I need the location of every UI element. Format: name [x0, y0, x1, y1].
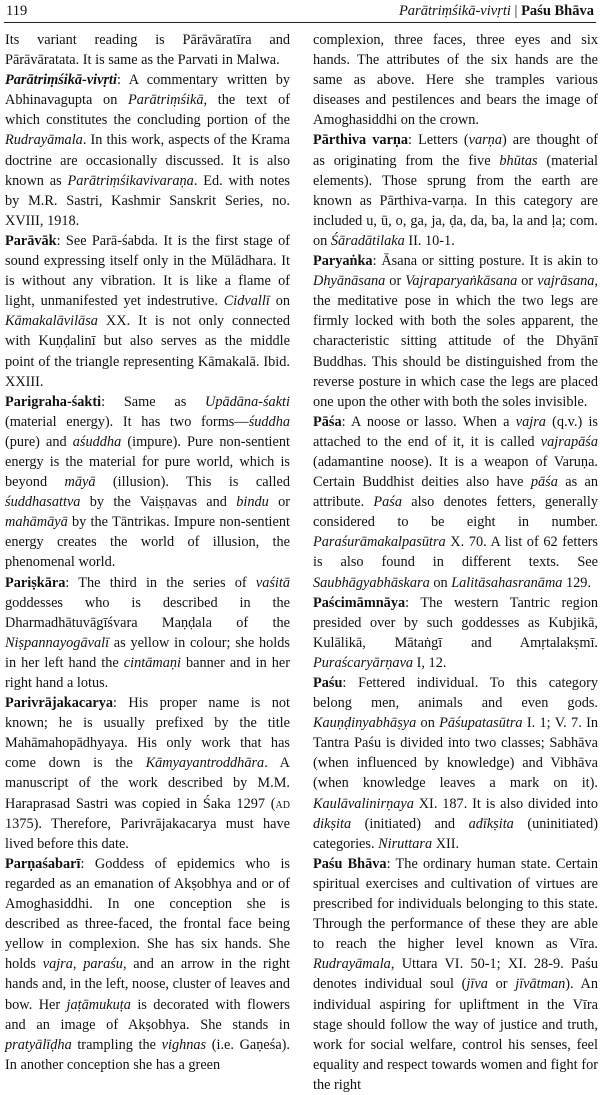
italic-term: vighnas — [161, 1036, 207, 1053]
italic-term: māyā — [64, 474, 96, 491]
entry-text: ). An individual aspiring for upliftment in the Vīra stage should follow the way of justice and truth, work for social welfare, control his senses, feel equality and respect towards women and fight for the right — [313, 976, 599, 1093]
entry-headword: Pariṣkāra — [5, 574, 66, 591]
dictionary-entry — [5, 70, 290, 231]
entry-text: (material elements). Those sprung from the earth are known as Pārthiva-varṇa. In this category are included u, ū, o, ga, ja, ḍa, da, ba, la and ḷa; com. on — [313, 152, 598, 249]
dictionary-entry — [313, 130, 598, 251]
entry-text: . Ed. with notes by M.R. Sastri, Kashmir Sanskrit Series, no. XVIII, 1918. — [5, 172, 290, 229]
entry-text: on — [269, 293, 290, 310]
entry-text: also denotes fetters, generally considered to be eight in number. — [313, 494, 599, 531]
italic-term: varṇa — [468, 132, 502, 149]
dictionary-entry — [313, 251, 598, 412]
entry-text: , and an arrow in the right hands and, in the left, noose, cluster of leaves and bow. Her — [5, 956, 290, 1013]
entry-headword: Parigraha-śakti — [5, 393, 102, 410]
entry-text: or — [268, 494, 290, 511]
entry-text: ) are thought of as originating from the five — [313, 132, 598, 169]
italic-term: vajrapāśa — [540, 433, 598, 450]
entry-text: Its variant reading is Pārāvāratīra and Pārāvāratata. It is same as the Parvati in Malwa. — [5, 32, 290, 69]
italic-term: Parātriṃśikavivaraṇa — [67, 172, 194, 189]
entry-text: : A commentary written by Abhinavagupta on — [5, 72, 290, 109]
entry-text: banner and in her right hand a lotus. — [5, 654, 290, 691]
entry-text: on — [416, 715, 440, 732]
italic-term: Paraśurāmakalpasūtra — [313, 534, 446, 551]
italic-term: Niṣpannayogāvalī — [5, 634, 110, 651]
italic-term: Rudrayāmala — [5, 132, 83, 149]
entry-text: : Āsana or sitting posture. It is akin to — [372, 253, 598, 270]
entry-text: . In this work, aspects of the Krama doctrine are occasionally discussed. It is also known as — [5, 132, 290, 189]
entry-text: or — [487, 976, 516, 993]
entry-text: by the Vaiṣṇavas and — [80, 494, 237, 511]
italic-term: Vajraparyaṅkāsana — [405, 273, 518, 290]
entry-text: or — [517, 273, 538, 290]
italic-term: Puraścaryārṇava — [313, 654, 414, 671]
entry-text: , the meditative pose in which the two legs are firmly locked with both the soles apparent, the characteristic sitting attitude of the Dhyānī Buddhas. This should be distinguished from the reverse posture in which case the legs are placed one upon the other with both the soles invisible. — [313, 273, 598, 410]
italic-term: Upādāna-śakti — [205, 393, 290, 410]
italic-term: Kāmyayantroddhāra — [145, 755, 265, 772]
entry-headword: Parāvāk — [5, 232, 57, 249]
entry-text: (initiated) and — [351, 815, 469, 832]
entry-headword: Parātriṃśikā-vivṛti — [5, 72, 117, 89]
dictionary-entry — [5, 573, 290, 694]
entry-headword: Pārthiva varṇa — [313, 132, 409, 149]
dictionary-entry — [5, 231, 290, 392]
entry-text: XX. It is not only connected with Kuṇḍalinī but also serves as the middle point of the triangle representing Kāmakalā. Ibid. XXIII. — [5, 313, 290, 390]
dictionary-entry — [5, 392, 290, 573]
dictionary-entry — [313, 854, 598, 1095]
italic-term: mahāmāyā — [5, 514, 68, 531]
running-header — [6, 1, 594, 21]
italic-term: Niruttara — [378, 835, 433, 852]
italic-term: paraśu — [83, 956, 123, 973]
entry-text: XI. 187. It is also divided into — [413, 795, 598, 812]
entry-text: : His proper name is not known; he is usually prefixed by the title Mahāmahopādhyaya. His only work that has come down is the — [5, 695, 290, 772]
entry-text: on — [429, 574, 452, 591]
dictionary-entry — [313, 673, 598, 854]
italic-term: Pāśupatasūtra — [439, 715, 523, 732]
entry-headword: Paśu — [313, 675, 343, 691]
entry-text: as yellow in colour; she holds in her left hand the — [5, 634, 290, 671]
entry-text: 129. — [562, 574, 592, 591]
italic-term: Śāradātilaka — [330, 232, 405, 249]
entry-text: : The ordinary human state. Certain spiritual exercises and cultivation of virtues are prescribed for individuals belonging to this state. Through the performance of these they are able to reach the higher level known as Vīra. — [313, 855, 599, 953]
running-title-end: Paśu Bhāva — [521, 3, 594, 19]
italic-term: vajra — [42, 956, 73, 973]
entry-text: : Goddess of epidemics who is regarded as an emanation of Akṣobhya and or of Amoghasiddhi. In one conception she is described as three-faced, the frontal face being yellow in complexion. She has six hands. She holds — [5, 855, 290, 973]
entry-text: I, 12. — [413, 654, 447, 671]
italic-term: Kauṇḍinyabhāṣya — [313, 715, 417, 732]
entry-text: (illusion). This is called — [95, 474, 290, 491]
italic-term: Saubhāgyabhāskara — [313, 574, 430, 591]
entry-headword: Parṇaśabarī — [5, 855, 81, 872]
dictionary-entry — [5, 693, 290, 854]
left-column — [5, 30, 290, 1075]
entry-text: goddesses who is described in the Dharmadhātuvāgīśvara Maṇḍala of the — [5, 594, 290, 631]
italic-term: dikṣita — [313, 815, 352, 832]
entry-text: X. 70. A list of 62 fetters is also found in different texts. See — [313, 534, 598, 571]
running-title-separator: | — [510, 3, 522, 19]
entry-text: complexion, three faces, three eyes and six hands. The attributes of the six hands are the same as above. Here she tramples various diseases and pestilences and bears the image of Amoghasiddhi on the crown. — [313, 32, 598, 129]
italic-term: vaśitā — [255, 574, 290, 591]
entry-text: : See Parā-śabda. It is the first stage of sound expressing itself only in the Mūlādhara. It is without any vibration. It is like a flame of light, unmanifested yet indestrutive. — [5, 232, 290, 310]
entry-headword: Paścimāmnāya — [313, 594, 406, 611]
italic-term: bhūtas — [499, 152, 538, 169]
entry-text: (impure). Pure non-sentient energy is the material for pure world, which is beyond — [5, 433, 290, 491]
italic-term: Dhyānāsana — [313, 273, 386, 290]
dictionary-entry — [5, 854, 290, 1075]
italic-term: jīva — [466, 976, 488, 993]
italic-term: Cidvallī — [223, 293, 270, 310]
entry-text: by the Tāntrikas. Impure non-sentient energy creates the world of illusion, the phenomenal world. — [5, 514, 290, 571]
era-abbreviation: ad — [275, 795, 290, 812]
entry-text: (adamantine noose). It is a weapon of Varuṇa. Certain Buddhist deities also have — [313, 453, 598, 491]
entry-text: , — [72, 956, 84, 973]
italic-term: Parātriṃśikā — [128, 92, 204, 109]
entry-text: II. 10-1. — [404, 232, 455, 249]
entry-text: (pure) and — [5, 433, 73, 450]
italic-term: cintāmaṇi — [123, 654, 181, 671]
entry-text: : Letters ( — [408, 132, 469, 149]
entry-text: 1375). Therefore, Parivrājakacarya must have lived before this date. — [5, 815, 290, 852]
italic-term: aśuddha — [72, 433, 122, 450]
entry-text: (material energy). It has two forms— — [5, 413, 249, 430]
italic-term: Paśa — [373, 494, 403, 511]
entry-text: (q.v.) is attached to the end of it, it is called — [313, 413, 598, 450]
header-rule — [4, 22, 596, 23]
italic-term: adīkṣita — [468, 815, 514, 832]
italic-term: jaṭāmukuṭa — [66, 996, 131, 1013]
italic-term: vajrāsana — [537, 273, 595, 290]
entry-text: is decorated with flowers and an image of Akṣobhya. She stands in — [5, 996, 290, 1033]
italic-term: pratyālīḍha — [5, 1036, 72, 1053]
entry-headword: Parivrājakacarya — [5, 695, 113, 712]
entry-headword: Pāśa — [313, 413, 342, 430]
italic-term: śuddha — [248, 413, 290, 430]
entry-text: trampling the — [71, 1036, 162, 1053]
italic-term: vajra — [515, 413, 546, 430]
entry-text: : The western Tantric region presided over by such goddesses as Kubjikā, Kulālikā, Mātaṅgī and Amṛtalakṣmī. — [313, 594, 598, 651]
entry-text: XII. — [432, 835, 460, 852]
entry-text: , Uttara VI. 50-1; XI. 28-9. Paśu denotes individual soul ( — [313, 956, 598, 993]
entry-text: : Same as — [101, 393, 206, 410]
italic-term: Lalitāsahasranāma — [451, 574, 563, 591]
running-title — [399, 1, 594, 21]
dictionary-entry — [313, 412, 598, 593]
entry-text: : A noose or lasso. When a — [341, 413, 516, 430]
entry-text: (uninitiated) categories. — [313, 815, 598, 852]
italic-term: Rudrayāmala — [313, 956, 391, 973]
entry-text: (i.e. Gaṇeśa). In another conception she has a green — [5, 1036, 290, 1073]
page-number: 119 — [6, 3, 28, 19]
italic-term: jīvātman — [515, 976, 566, 993]
italic-term: pāśa — [530, 474, 558, 491]
dictionary-entry — [313, 593, 598, 673]
italic-term: śuddhasattva — [5, 494, 81, 511]
entry-text: I. 1; V. 7. In Tantra Paśu is divided into two classes; Sabhāva (when influenced by knowledge) and Vibhāva (when knowledge leaves a mark on it). — [313, 715, 598, 792]
entry-text: : The third in the series of — [65, 574, 256, 591]
entry-headword: Paryaṅka — [313, 253, 373, 270]
entry-text: or — [385, 273, 406, 290]
right-column — [313, 30, 598, 1095]
dictionary-entry — [5, 30, 290, 70]
entry-text: : Fettered individual. To this category belong men, animals and even gods. — [313, 675, 598, 712]
italic-term: Kaulāvalinirṇaya — [313, 795, 414, 812]
italic-term: Kāmakalāvilāsa — [5, 313, 98, 330]
entry-text: . A manuscript of the work described by M.M. Haraprasad Sastri was copied in Śaka 1297 ( — [5, 755, 291, 812]
running-title-start: Parātriṃśikā-vivṛti — [398, 3, 511, 19]
italic-term: bindu — [236, 494, 269, 511]
entry-headword: Paśu Bhāva — [313, 855, 387, 872]
dictionary-entry — [313, 30, 598, 130]
entry-text: , the text of which constitutes the concluding portion of the — [5, 92, 290, 129]
entry-text: as an attribute. — [313, 474, 598, 511]
